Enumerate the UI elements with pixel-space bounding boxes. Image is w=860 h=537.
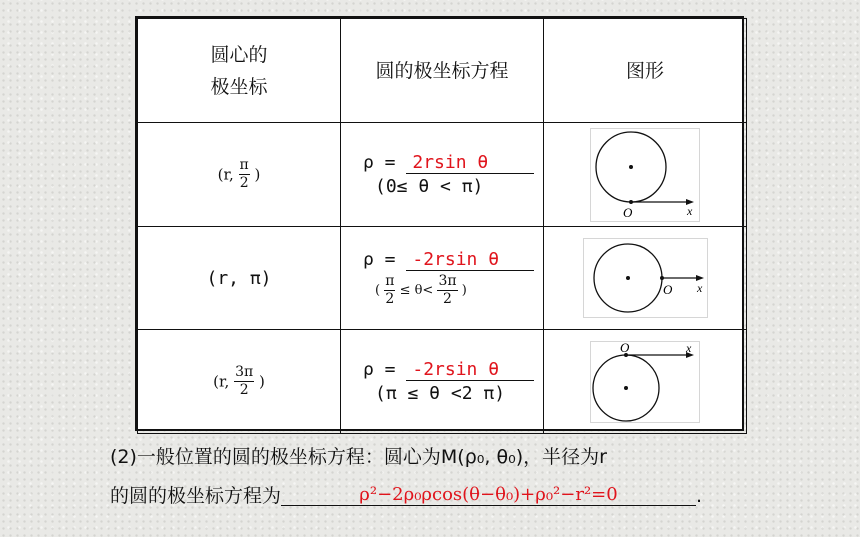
center-cell <box>138 330 341 434</box>
range-fraction-2 <box>437 273 457 308</box>
range-close: ) <box>461 282 467 298</box>
header-line-1: 圆心的 <box>210 43 268 66</box>
table-row <box>138 123 747 227</box>
answer-blank: -2rsin θ <box>406 359 534 381</box>
header-figure: 图形 <box>544 19 747 123</box>
general-equation-prefix: 的圆的极坐标方程为 <box>110 485 282 507</box>
fraction-denominator: 2 <box>385 290 395 307</box>
header-center-coordinate <box>138 19 341 123</box>
circle-figure <box>583 238 708 318</box>
center-text: (r, π) <box>206 267 272 289</box>
equation-line <box>363 249 543 271</box>
theta-range: (π ≤ θ <2 π) <box>375 383 506 404</box>
center-suffix: ) <box>258 372 265 391</box>
general-position-statement: (2)一般位置的圆的极坐标方程：圆心为M(ρ₀, θ₀)，半径为r <box>110 446 607 468</box>
table-row <box>138 227 747 330</box>
x-axis-label: x <box>696 281 702 295</box>
general-equation-answer: ρ²−2ρ₀ρcos(θ−θ₀)+ρ₀²−r²=0 <box>281 484 696 506</box>
origin-label: O <box>620 340 630 355</box>
theta-range <box>363 273 543 308</box>
x-axis-label: x <box>686 340 692 355</box>
origin-label: O <box>662 282 672 297</box>
rho-equals: ρ = <box>363 152 396 173</box>
figure-cell <box>544 227 747 330</box>
center-fraction <box>234 364 254 399</box>
equation-cell <box>341 227 544 330</box>
equation-line <box>363 152 543 174</box>
fraction-denominator: 2 <box>239 175 249 191</box>
header-line-2: 极坐标 <box>210 75 268 98</box>
theta-range: (0≤ θ < π) <box>375 176 484 197</box>
circle-figure <box>590 341 700 423</box>
center-cell <box>138 123 341 227</box>
center-suffix: ) <box>254 165 261 184</box>
center-fraction <box>239 157 250 192</box>
header-equation: 圆的极坐标方程 <box>341 19 544 123</box>
answer-blank: -2rsin θ <box>406 249 534 271</box>
equation-cell <box>341 330 544 434</box>
fraction-numerator: 3π <box>438 272 457 289</box>
general-equation-suffix: . <box>696 485 703 507</box>
rho-equals: ρ = <box>363 359 396 380</box>
rho-equals: ρ = <box>363 248 396 270</box>
figure-cell <box>544 330 747 434</box>
fraction-numerator: π <box>239 157 249 173</box>
answer-blank: 2rsin θ <box>406 152 534 174</box>
range-open: ( <box>375 282 381 298</box>
table-row <box>138 330 747 434</box>
table <box>137 18 747 434</box>
polar-equation-table <box>135 16 744 431</box>
center-prefix: (r, <box>217 165 234 184</box>
general-equation-line <box>110 481 702 508</box>
fraction-numerator: 3π <box>235 364 254 380</box>
equation-line <box>363 359 543 381</box>
fraction-denominator: 2 <box>239 382 249 398</box>
fraction-numerator: π <box>385 272 395 289</box>
table-header-row <box>138 19 747 123</box>
equation-cell <box>341 123 544 227</box>
figure-cell <box>544 123 747 227</box>
range-fraction-1 <box>384 273 395 308</box>
center-prefix: (r, <box>213 372 230 391</box>
fraction-denominator: 2 <box>443 290 452 307</box>
circle-figure <box>590 128 700 222</box>
center-cell <box>138 227 341 330</box>
range-middle: ≤ θ< <box>399 282 434 298</box>
origin-label: O <box>623 204 633 220</box>
x-axis-label: x <box>687 203 693 218</box>
